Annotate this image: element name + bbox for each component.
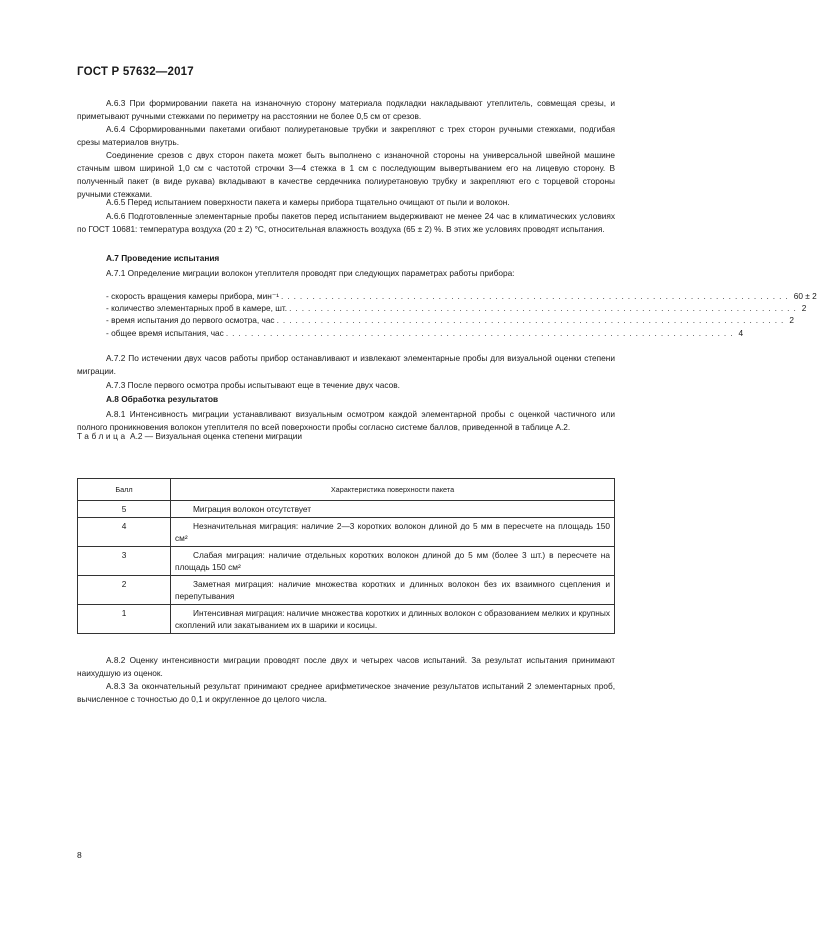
parameter-label: - количество элементарных проб в камере, шт. <box>106 303 288 314</box>
leader-dots: ................................................................................. <box>281 291 792 301</box>
table-row <box>78 518 615 547</box>
table-caption-word: Таблица <box>77 431 128 441</box>
paragraph-a83: А.8.3 За окончательный результат принимают среднее арифметическое значение результатов испытаний 2 элементарных проб, вычисленное с точностью до 0,1 и округленное до целого числа. <box>77 681 615 704</box>
migration-table <box>77 478 615 634</box>
table-header-row <box>78 479 615 501</box>
description-cell <box>171 547 615 576</box>
table-row <box>78 576 615 605</box>
parameter-value: 60 ± 2 <box>793 291 817 301</box>
parameter-value: 2 <box>801 303 807 314</box>
parameter-value: 2 <box>789 315 794 326</box>
leader-dots: ................................................................................. <box>225 327 737 338</box>
table-caption-title: А.2 — Визуальная оценка степени миграции <box>130 431 303 441</box>
paragraph-a71: А.7.1 Определение миграции волокон утеплителя проводят при следующих параметрах работы прибора: <box>106 268 515 278</box>
description-cell <box>171 518 615 547</box>
leader-dots: ................................................................................. <box>289 303 800 314</box>
paragraph-a66: А.6.6 Подготовленные элементарные пробы пакетов перед испытанием выдерживают не менее 24 час в климатических условиях по ГОСТ 10681: температура воздуха (20 ± 2) °С, относительная влажность воздуха (65 ± 2) %. В этих же условиях проводят испытания. <box>77 211 615 234</box>
score-cell: 4 <box>78 518 171 547</box>
parameter-item <box>106 314 794 326</box>
paragraph-a73: А.7.3 После первого осмотра пробы испытывают еще в течение двух часов. <box>106 380 400 390</box>
table-row <box>78 501 615 518</box>
parameter-label: - общее время испытания, час <box>106 327 224 338</box>
parameter-label: - время испытания до первого осмотра, час <box>106 315 275 326</box>
document-header: ГОСТ Р 57632—2017 <box>77 66 194 78</box>
description-text: Незначительная миграция: наличие 2—3 коротких волокон длиной до 5 мм в пересчете на площадь 150 см² <box>175 521 610 543</box>
section-title-a7: А.7 Проведение испытания <box>106 253 220 263</box>
description-text: Интенсивная миграция: наличие множества коротких и длинных волокон с образованием мелких и крупных скоплений или закатыванием их в шарики и косицы. <box>175 608 610 630</box>
paragraph-a65: А.6.5 Перед испытанием поверхности пакета и камеры прибора тщательно очищают от пыли и волокон. <box>106 197 510 207</box>
score-cell: 5 <box>78 501 171 518</box>
paragraph-a64: А.6.4 Сформированными пакетами огибают полиуретановые трубки и закрепляют с трех сторон ручными стежками, подгибая срезы материалов внутрь. <box>77 124 615 147</box>
paragraph-joining: Соединение срезов с двух сторон пакета может быть выполнено с изнаночной стороны на универсальной швейной машине стачным швом шириной 1,0 см с частотой строчки 3—4 стежка в 1 см с последующим вывертыванием его на лицевую сторону. В полученный пакет (в виде рукава) вкладывают в качестве сердечника полиуретановую трубку и закрепляют его с торцевой стороны ручными стежками. <box>77 150 615 199</box>
paragraph-a82: А.8.2 Оценку интенсивности миграции проводят после двух и четырех часов испытаний. За результат испытания принимают наихудшую из оценок. <box>77 655 615 678</box>
parameter-value: 4 <box>738 327 744 338</box>
parameter-label: - скорость вращения камеры прибора, мин⁻¹ <box>106 291 279 301</box>
table-row <box>78 547 615 576</box>
leader-dots: ................................................................................. <box>276 315 788 326</box>
description-text: Слабая миграция: наличие отдельных коротких волокон длиной до 5 мм (более 3 шт.) в пересчете на площадь 150 см² <box>175 550 610 572</box>
description-text: Миграция волокон отсутствует <box>193 504 312 514</box>
score-cell: 2 <box>78 576 171 605</box>
page-number: 8 <box>77 850 82 860</box>
score-cell: 1 <box>78 605 171 634</box>
description-text: Заметная миграция: наличие множества коротких и длинных волокон без их взаимного сцепления и перепутывания <box>175 579 610 601</box>
paragraph-a81: А.8.1 Интенсивность миграции устанавливают визуальным осмотром каждой элементарной пробы с оценкой частичного или полного проникновения волокон утеплителя по всей поверхности пробы согласно системе баллов, приведенной в таблице А.2. <box>77 409 615 432</box>
paragraph-a63: А.6.3 При формировании пакета на изнаночную сторону материала подкладки накладывают утеплитель, совмещая срезы, и приметывают ручными стежками по периметру на расстоянии не более 0,5 см от срезов. <box>77 98 615 121</box>
description-cell <box>171 576 615 605</box>
score-cell: 3 <box>78 547 171 576</box>
parameter-item <box>106 302 807 314</box>
paragraph-a72: А.7.2 По истечении двух часов работы прибор останавливают и извлекают элементарные пробы для визуальной оценки степени миграции. <box>77 353 615 376</box>
column-header-description: Характеристика поверхности пакета <box>171 479 615 501</box>
description-cell <box>171 501 615 518</box>
parameter-item <box>106 290 817 302</box>
table-row <box>78 605 615 634</box>
column-header-score: Балл <box>78 479 171 501</box>
description-cell <box>171 605 615 634</box>
parameters-list <box>106 290 817 339</box>
parameter-item <box>106 327 744 339</box>
section-title-a8: А.8 Обработка результатов <box>106 394 219 404</box>
table-caption <box>77 431 302 441</box>
